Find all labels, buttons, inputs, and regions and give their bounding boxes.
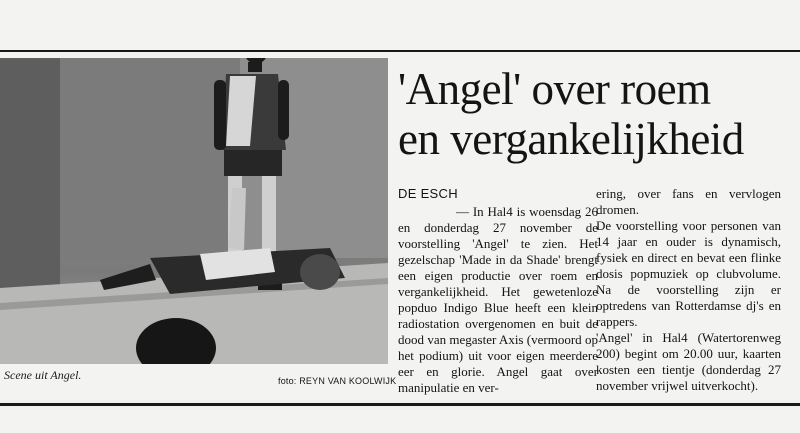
article-paragraph-2: ering, over fans en vervlogen dromen.	[596, 186, 781, 217]
bottom-rule	[0, 403, 800, 406]
photo-credit: foto: REYN VAN KOOLWIJK	[278, 376, 397, 386]
dateline: DE ESCH	[398, 186, 458, 201]
article-paragraph-4: 'Angel' in Hal4 (Watertorenweg 200) begint om 20.00 uur, kaarten kosten een tientje (donderdag 27 november vrijwel uitverkocht).	[596, 330, 781, 393]
headline-line-1: 'Angel' over roem	[398, 64, 711, 114]
article-paragraph-3: De voorstelling voor personen van 14 jaar en ouder is dynamisch, fysiek en direct en bevat een flinke dosis popmuziek op clubvolume. Na de voorstelling zijn er optredens van Rotterdamse dj's en rappers.	[596, 218, 781, 329]
photo-caption: Scene uit Angel.	[4, 368, 82, 382]
scene-photo	[0, 58, 388, 364]
article-headline	[398, 64, 798, 164]
headline-line-2: en vergankelijkheid	[398, 114, 744, 164]
article-paragraph-1: — In Hal4 is woensdag 26 en donderdag 27 november de voorstelling 'Angel' te zien. Het gezelschap 'Made in da Shade' brengt een eigen productie over roem en vergankelijkheid. Het gewetenloze popduo Indigo Blue heeft een klein radiostation overgenomen en buit de dood van megaster Axis (vermoord op het podium) uit voor eigen meerdere eer en glorie. Angel gaat over manipulatie en ver-	[398, 204, 598, 395]
photo-scene-illustration	[0, 58, 388, 364]
top-rule	[0, 50, 800, 52]
article-column-1	[398, 186, 598, 396]
article-column-2	[596, 186, 781, 394]
